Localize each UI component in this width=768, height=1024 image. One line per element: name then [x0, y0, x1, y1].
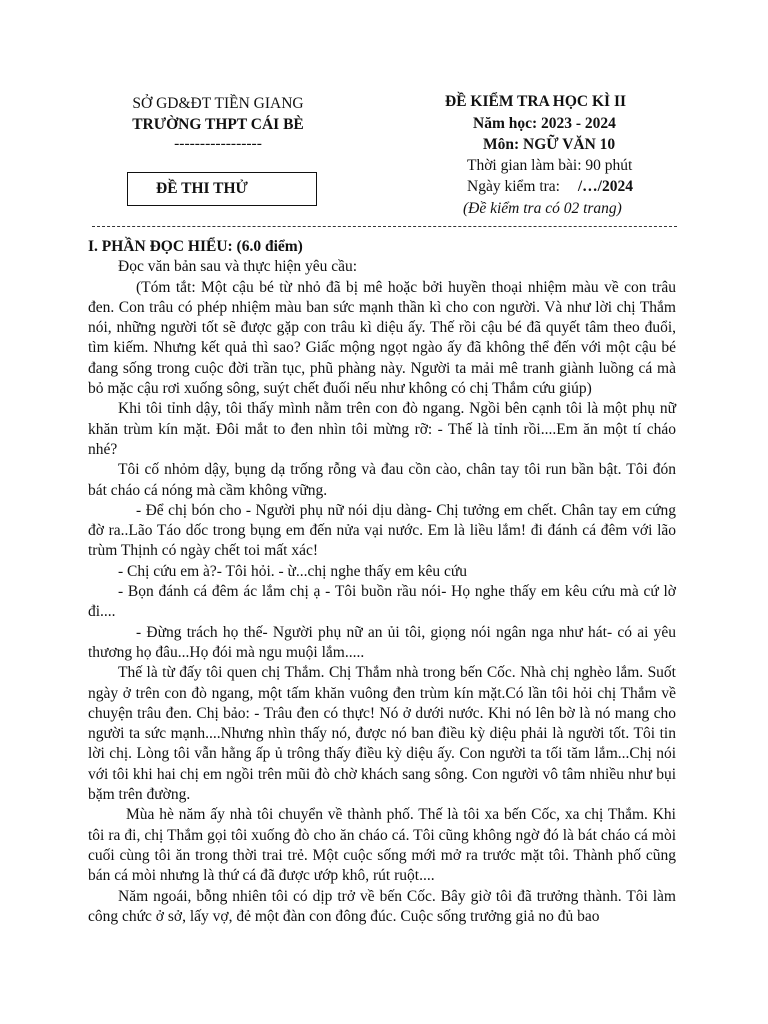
exam-title: ĐỀ KIỂM TRA HỌC KÌ II — [445, 93, 627, 110]
section-heading: I. PHẦN ĐỌC HIỂU: (6.0 điểm) — [88, 238, 303, 255]
exam-type-box: ĐỀ THI THỬ — [127, 172, 317, 206]
paragraph-summary: (Tóm tắt: Một cậu bé từ nhỏ đã bị mê hoặc bởi huyền thoại nhiệm màu về con trâu đen. Con trâu có phép nhiệm màu ban sức mạnh thần kì cho con người. Và như lời chị Thắm nói, những người tốt sẽ được gặp con trâu kì diệu ấy. Thế rồi cậu bé đã quyết tâm theo đuổi, tìm kiếm. Nhưng kết quả thì sao? Giấc mộng ngọt ngào ấy đã không thể đến với một cậu bé đang sống trong cuộc đời trần tục, phũ phàng này. Người ta mải mê tranh giành luồng cá mà bỏ mặc cậu rơi xuống sông, suýt chết đuối nếu như không có chị Thắm cứu giúp) — [88, 278, 676, 398]
paragraph: - Đừng trách họ thế- Người phụ nữ an ủi tôi, giọng nói ngân nga như hát- có ai yêu thương họ đâu...Họ đói mà ngu muội lắm..... — [88, 623, 676, 661]
pages-note: (Đề kiểm tra có 02 trang) — [463, 200, 622, 217]
header-divider: ----------------- — [174, 135, 262, 152]
exam-date-value: /…/2024 — [577, 178, 633, 195]
paragraph: - Bọn đánh cá đêm ác lắm chị ạ - Tôi buồn rầu nói- Họ nghe thấy em kêu cứu mà cứ lờ đi.... — [88, 583, 676, 621]
school-name: TRƯỜNG THPT CÁI BÈ — [132, 116, 304, 133]
exam-date — [467, 178, 633, 196]
paragraph: Tôi cố nhỏm dậy, bụng dạ trống rỗng và đau cồn cào, chân tay tôi run bần bật. Tôi đón bát cháo cá nóng mà cầm không vững. — [88, 461, 676, 499]
header-separator — [92, 226, 677, 236]
paragraph: - Để chị bón cho - Người phụ nữ nói dịu dàng- Chị tưởng em chết. Chân tay em cứng đờ ra..Lão Táo dốc trong bụng em đến nửa vại nước. Em là liều lắm! đi đánh cá đêm với lão trùm Thịnh có ngày chết toi mất xác! — [88, 501, 676, 560]
paragraph: Khi tôi tỉnh dậy, tôi thấy mình nằm trên con đò ngang. Ngồi bên cạnh tôi là một phụ nữ khăn trùm kín mặt. Đôi mắt to đen nhìn tôi mừng rỡ: - Thế là tỉnh rồi....Em ăn một tí cháo nhé? — [88, 400, 676, 458]
header-left — [88, 93, 348, 153]
paragraph: Mùa hè năm ấy nhà tôi chuyển về thành phố. Thế là tôi xa bến Cốc, xa chị Thắm. Khi tôi ra đi, chị Thắm gọi tôi xuống đò cho ăn cháo cá. Tôi cũng không ngờ đó là bát cháo cá mòi cuối cùng tôi ăn trong thời trai trẻ. Một cuộc sống mới mở ra trước mặt tôi. Thành phố cũng bán cá mòi nhưng là thứ cá đã được ướp khô, rút ruột.... — [88, 806, 676, 885]
school-year: Năm học: 2023 - 2024 — [473, 115, 616, 132]
section-instruction: Đọc văn bản sau và thực hiện yêu cầu: — [118, 258, 358, 276]
duration: Thời gian làm bài: 90 phút — [467, 157, 633, 174]
department-name: SỞ GD&ĐT TIỀN GIANG — [132, 95, 304, 112]
paragraph: Thế là từ đấy tôi quen chị Thắm. Chị Thắm nhà trong bến Cốc. Nhà chị nghèo lắm. Suốt ngày ở trên con đò ngang, một tấm khăn vuông đen trùm kín mặt.Có lần tôi hỏi chị Thắm về chuyện trâu đen. Chị bảo: - Trâu đen có thực! Nó ở dưới nước. Khi nó lên bờ là nó mang cho người ta sức mạnh....Nhưng nhìn thấy nó, được nó ban điều kỳ diệu phải là người tốt. Tôi tin lời chị. Lòng tôi vẫn hằng ấp ủ trông thấy điều kỳ diệu ấy. Con người ta tối tăm lắm...Chị nói với tôi khi hai chị em ngồi trên mũi đò chờ khách sang sông. Con người vô tâm nhiều như bụi bặm trên đường. — [88, 664, 676, 804]
paragraph: - Chị cứu em à?- Tôi hỏi. - ừ...chị nghe thấy em kêu cứu — [118, 562, 468, 580]
subject: Môn: NGỮ VĂN 10 — [483, 136, 616, 153]
exam-date-label: Ngày kiểm tra: — [467, 178, 560, 195]
paragraph: Năm ngoái, bỗng nhiên tôi có dịp trở về bến Cốc. Bây giờ tôi đã trưởng thành. Tôi làm công chức ở sở, lấy vợ, đẻ một đàn con đông đúc. Cuộc sống trưởng giả no đủ bao — [88, 887, 676, 925]
reading-section — [88, 237, 676, 927]
